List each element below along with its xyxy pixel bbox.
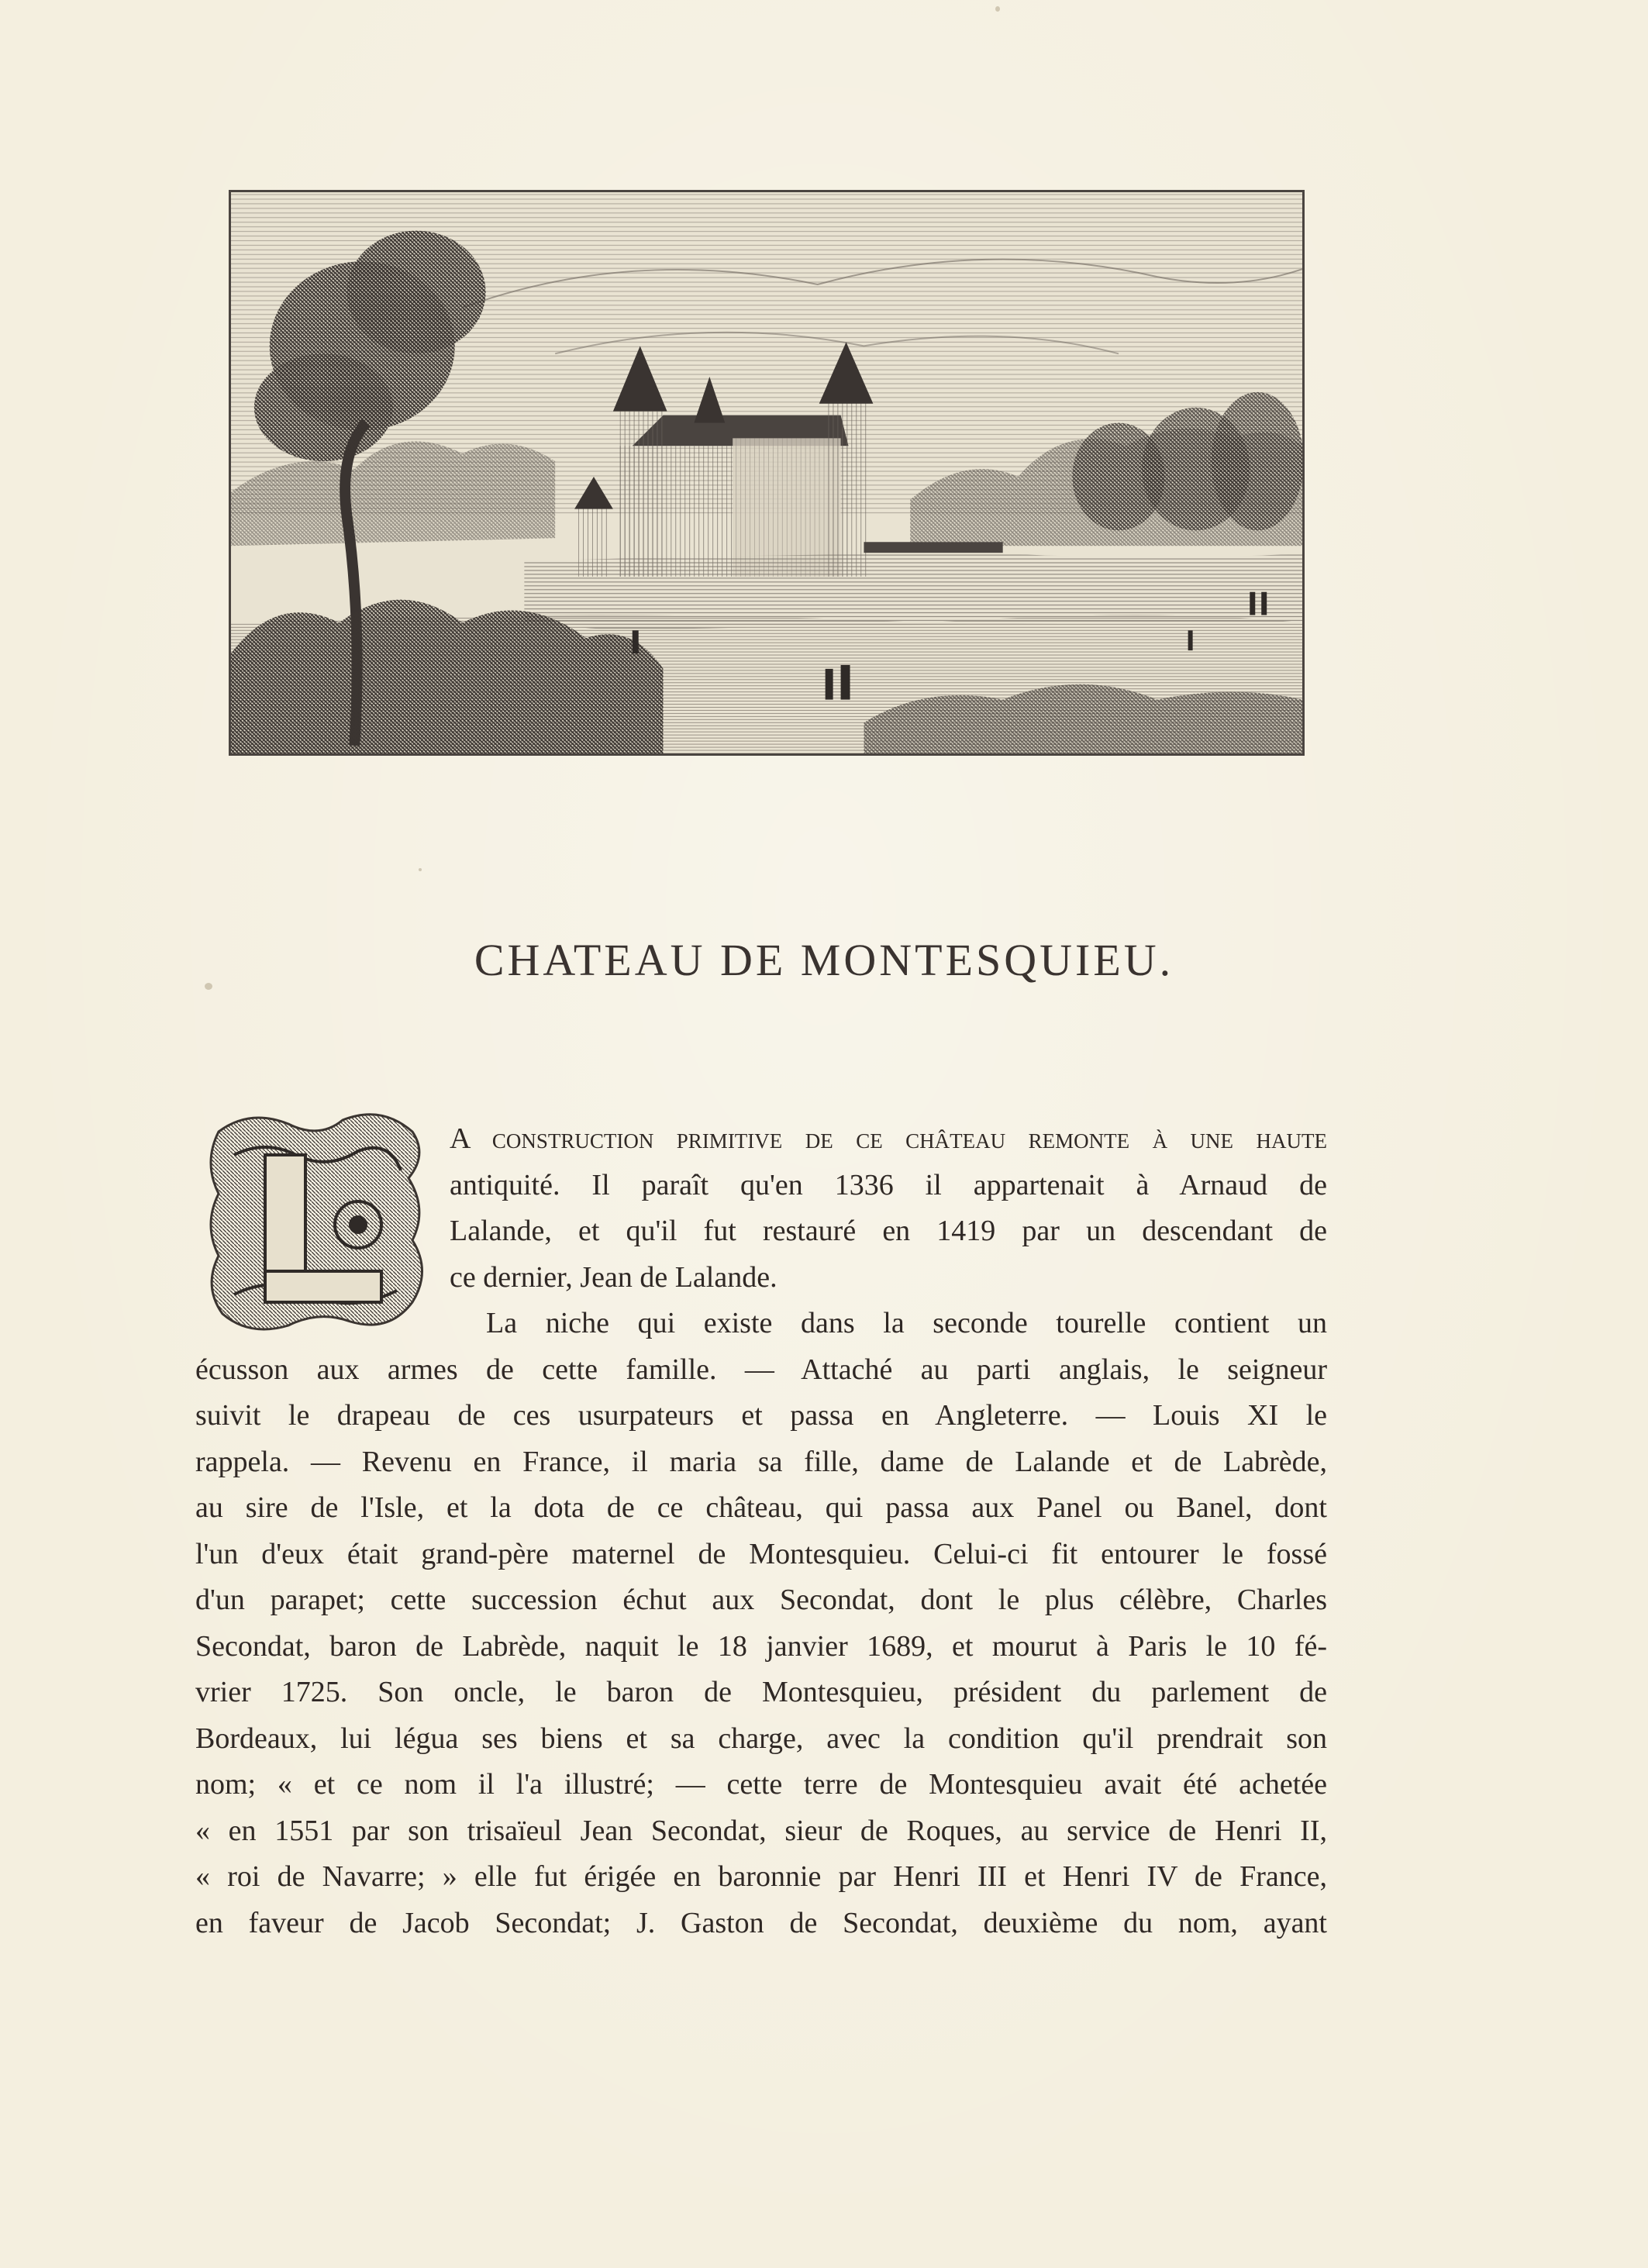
text-line: écusson aux armes de cette famille. — Attaché au parti anglais, le seigneur	[195, 1353, 1327, 1386]
page-title: CHATEAU DE MONTESQUIEU.	[474, 935, 1174, 985]
text-line: Bordeaux, lui légua ses biens et sa charge, avec la condition qu'il prendrait son	[195, 1722, 1327, 1755]
text-line: d'un parapet; cette succession échut aux Secondat, dont le plus célèbre, Charles	[195, 1584, 1327, 1616]
text-line: antiquité. Il paraît qu'en 1336 il appartenait à Arnaud de	[450, 1168, 1327, 1201]
text-line: A construction primitive de ce château remonte à une haute	[450, 1122, 1327, 1155]
text-line: Lalande, et qu'il fut restauré en 1419 par un descendant de	[450, 1215, 1327, 1247]
text-line: en faveur de Jacob Secondat; J. Gaston de Secondat, deuxième du nom, ayant	[195, 1906, 1327, 1939]
text-line: rappela. — Revenu en France, il maria sa fille, dame de Lalande et de Labrède,	[195, 1445, 1327, 1478]
text-line: ce dernier, Jean de Lalande.	[450, 1260, 777, 1294]
text-line: vrier 1725. Son oncle, le baron de Montesquieu, président du parlement de	[195, 1676, 1327, 1708]
text-line: Secondat, baron de Labrède, naquit le 18 janvier 1689, et mourut à Paris le 10 fé-	[195, 1629, 1327, 1663]
paper-speck	[995, 6, 1000, 12]
body-text	[195, 1116, 1327, 1946]
text-line: nom; « et ce nom il l'a illustré; — cette terre de Montesquieu avait été achetée	[195, 1768, 1327, 1801]
text-line: « en 1551 par son trisaïeul Jean Secondat, sieur de Roques, au service de Henri II,	[195, 1814, 1327, 1847]
text-line: suivit le drapeau de ces usurpateurs et passa en Angleterre. — Louis XI le	[195, 1399, 1327, 1432]
castle-engraving	[229, 190, 1305, 756]
text-line: l'un d'eux était grand-père maternel de Montesquieu. Celui-ci fit entourer le fossé	[195, 1537, 1327, 1570]
text-line: « roi de Navarre; » elle fut érigée en baronnie par Henri III et Henri IV de France,	[195, 1860, 1327, 1893]
paper-speck	[419, 868, 422, 871]
text-line: La niche qui existe dans la seconde tourelle contient un	[486, 1307, 1327, 1339]
text-line: au sire de l'Isle, et la dota de ce château, qui passa aux Panel ou Banel, dont	[195, 1491, 1327, 1524]
